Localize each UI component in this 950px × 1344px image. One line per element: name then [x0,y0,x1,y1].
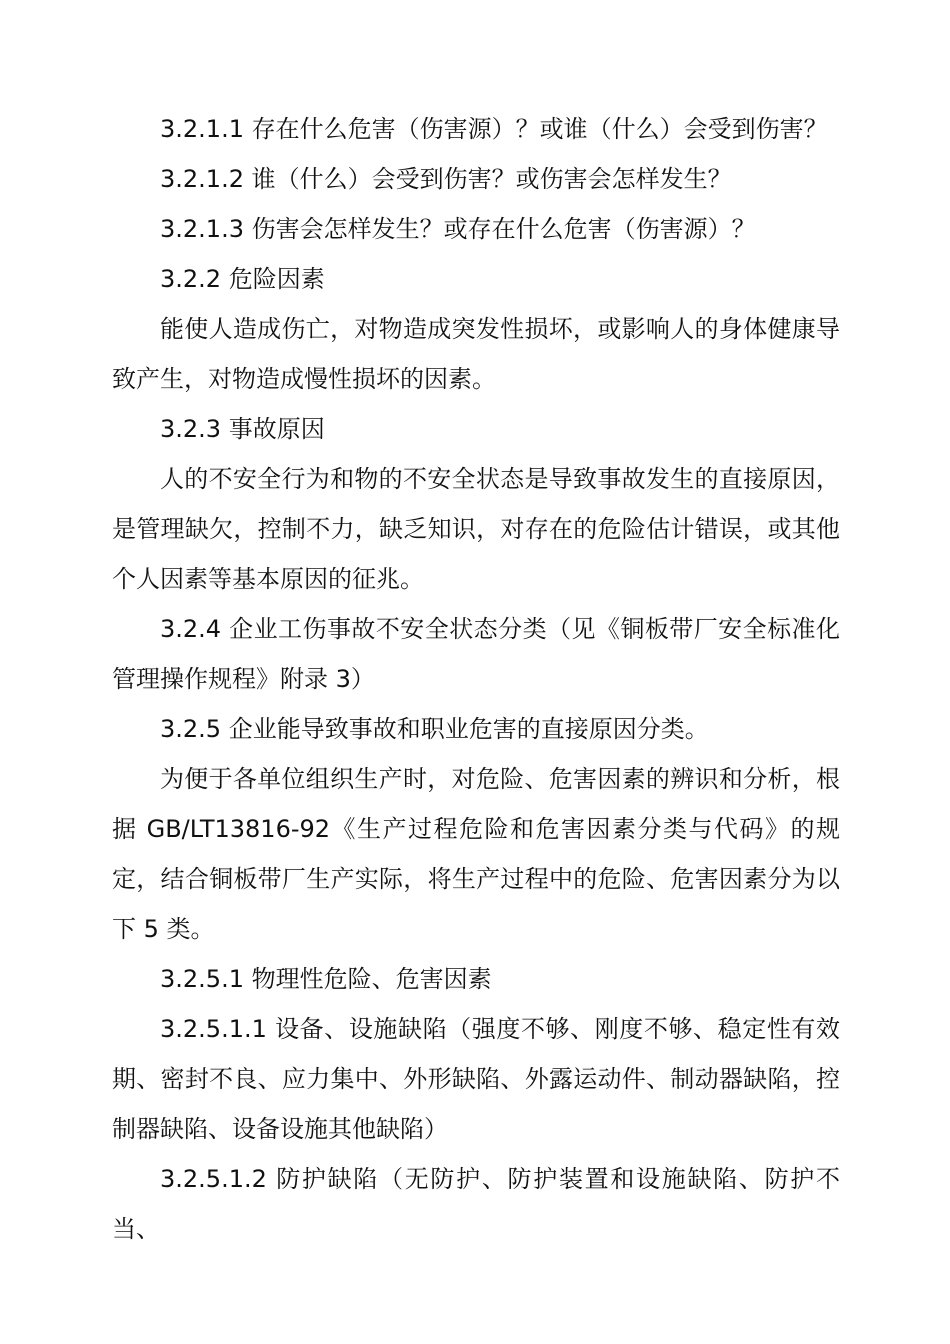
clause-3-2-5: 3.2.5 企业能导致事故和职业危害的直接原因分类。 [160,715,709,743]
clause-3-2-1-1: 3.2.1.1 存在什么危害（伤害源）？或谁（什么）会受到伤害？ [160,115,828,143]
section-heading-3-2-2: 3.2.2 危险因素 [160,265,325,293]
clause-3-2-5-1-2: 3.2.5.1.2 防护缺陷（无防护、防护装置和设施缺陷、防护不当、 [112,1165,840,1243]
paragraph-accident-causes: 人的不安全行为和物的不安全状态是导致事故发生的直接原因，是管理缺欠，控制不力，缺乏知识，对存在的危险估计错误，或其他个人因素等基本原因的征兆。 [112,465,840,593]
paragraph-danger-factors: 能使人造成伤亡，对物造成突发性损坏，或影响人的身体健康导致产生，对物造成慢性损坏的因素。 [112,315,840,393]
paragraph-classification-basis: 为便于各单位组织生产时，对危险、危害因素的辨识和分析，根据 GB/LT13816-92《生产过程危险和危害因素分类与代码》的规定，结合铜板带厂生产实际，将生产过程中的危险、危害因素分为以下 5 类。 [112,765,840,943]
clause-3-2-5-1-1: 3.2.5.1.1 设备、设施缺陷（强度不够、刚度不够、稳定性有效期、密封不良、应力集中、外形缺陷、外露运动件、制动器缺陷，控制器缺陷、设备设施其他缺陷） [112,1015,840,1143]
clause-3-2-1-2: 3.2.1.2 谁（什么）会受到伤害？或伤害会怎样发生？ [160,165,732,193]
section-heading-3-2-5-1: 3.2.5.1 物理性危险、危害因素 [160,965,492,993]
section-heading-3-2-3: 3.2.3 事故原因 [160,415,325,443]
clause-3-2-4: 3.2.4 企业工伤事故不安全状态分类（见《铜板带厂安全标准化管理操作规程》附录 3） [112,615,840,693]
clause-3-2-1-3: 3.2.1.3 伤害会怎样发生？或存在什么危害（伤害源）？ [160,215,756,243]
document-body [112,104,840,1254]
